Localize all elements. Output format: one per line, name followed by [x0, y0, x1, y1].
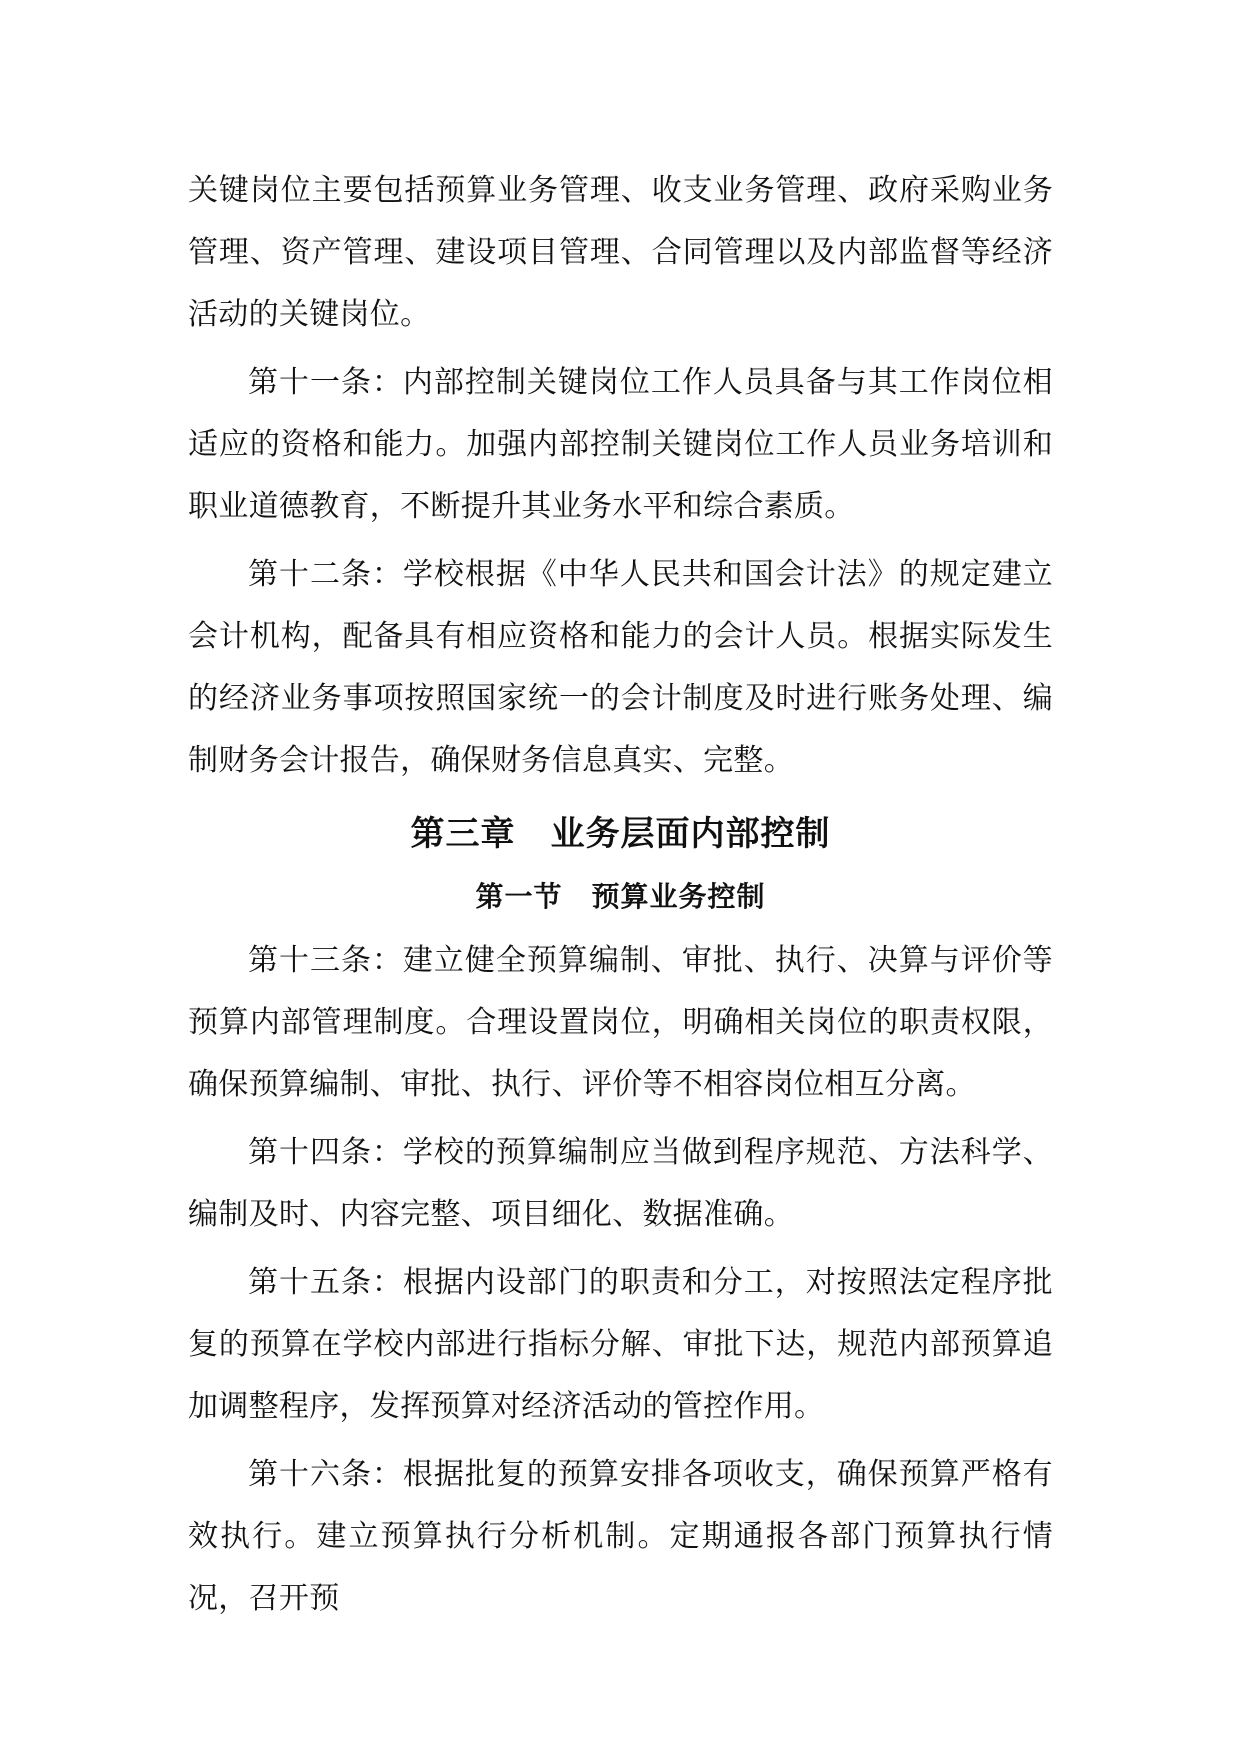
- document-content: [188, 160, 1053, 1630]
- paragraph-article-13: 第十三条：建立健全预算编制、审批、执行、决算与评价等预算内部管理制度。合理设置岗位，明确相关岗位的职责权限，确保预算编制、审批、执行、评价等不相容岗位相互分离。: [188, 943, 1053, 1102]
- section-title: 第一节 预算业务控制: [475, 880, 766, 913]
- paragraph-article-15: 第十五条：根据内设部门的职责和分工，对按照法定程序批复的预算在学校内部进行指标分解、审批下达，规范内部预算追加调整程序，发挥预算对经济活动的管控作用。: [188, 1265, 1053, 1424]
- paragraph-article-14: 第十四条：学校的预算编制应当做到程序规范、方法科学、编制及时、内容完整、项目细化、数据准确。: [188, 1135, 1053, 1232]
- chapter-title: 第三章 业务层面内部控制: [410, 814, 831, 854]
- paragraph-article-16: 第十六条：根据批复的预算安排各项收支，确保预算严格有效执行。建立预算执行分析机制。定期通报各部门预算执行情况，召开预: [188, 1457, 1053, 1616]
- paragraph-article-12: 第十二条：学校根据《中华人民共和国会计法》的规定建立会计机构，配备具有相应资格和能力的会计人员。根据实际发生的经济业务事项按照国家统一的会计制度及时进行账务处理、编制财务会计报告，确保财务信息真实、完整。: [188, 557, 1053, 778]
- paragraph-key-positions: 关键岗位主要包括预算业务管理、收支业务管理、政府采购业务管理、资产管理、建设项目管理、合同管理以及内部监督等经济活动的关键岗位。: [188, 173, 1053, 332]
- paragraph-article-11: 第十一条：内部控制关键岗位工作人员具备与其工作岗位相适应的资格和能力。加强内部控制关键岗位工作人员业务培训和职业道德教育，不断提升其业务水平和综合素质。: [188, 365, 1053, 524]
